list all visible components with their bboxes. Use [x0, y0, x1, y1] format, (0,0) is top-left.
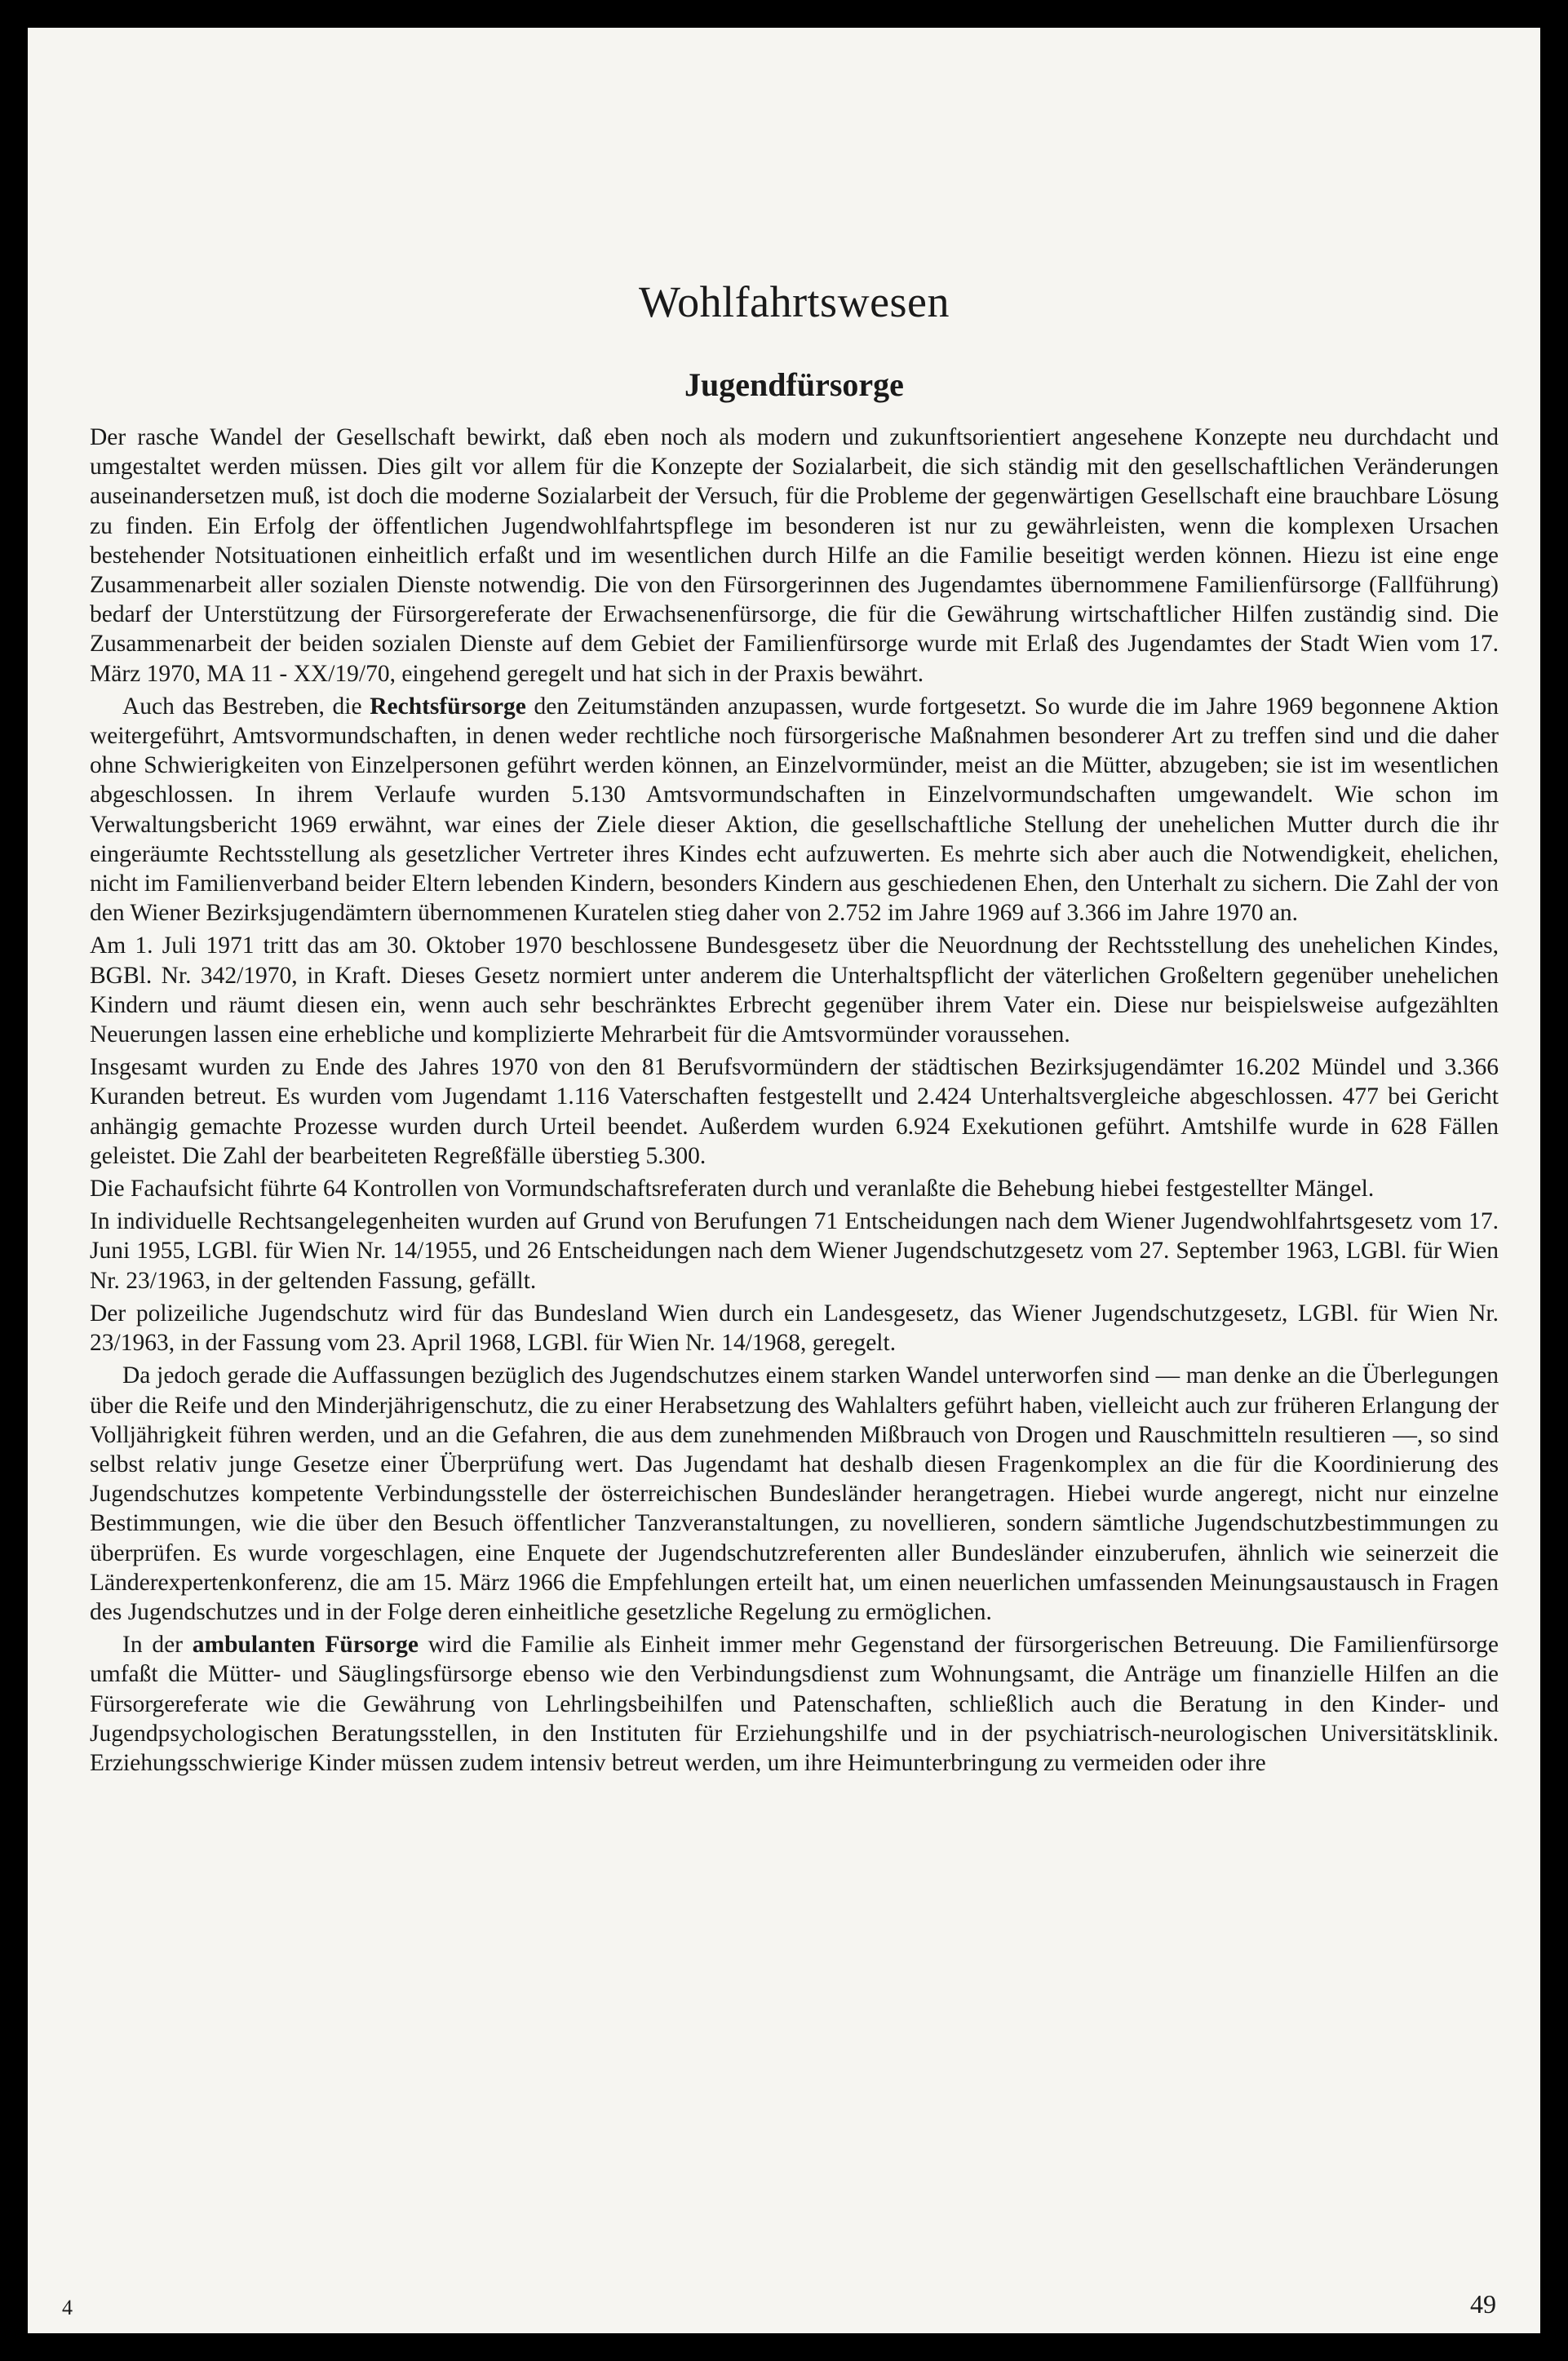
- paragraph: [90, 931, 1499, 1049]
- paragraph-text: In individuelle Rechtsangelegenheiten wurden auf Grund von Berufungen 71 Entscheidungen nach dem Wiener Jugendwohlfahrtsgesetz vom 17. Juni 1955, LGBl. für Wien Nr. 14/1955, und 26 Entscheidungen nach dem Wiener Jugendschutzgesetz vom 27. September 1963, LGBl. für Wien Nr. 23/1963, in der geltenden Fassung, gefällt.: [90, 1208, 1499, 1294]
- paragraph: [90, 1052, 1499, 1171]
- document-page: [28, 28, 1540, 2333]
- paragraph: [90, 1630, 1499, 1778]
- body-text: [90, 423, 1499, 1781]
- paragraph-text: Insgesamt wurden zu Ende des Jahres 1970 von den 81 Berufsvormündern der städtischen Bezirksjugendämter 16.202 Mündel und 3.366 Kuranden betreut. Es wurden vom Jugendamt 1.116 Vaterschaften festgestellt und 2.424 Unterhaltsvergleiche abgeschlossen. 477 bei Gericht anhängig gemachte Prozesse wurden durch Urteil beendet. Außerdem wurden 6.924 Exekutionen geführt. Amtshilfe wurde in 628 Fällen geleistet. Die Zahl der bearbeiteten Regreßfälle überstieg 5.300.: [90, 1054, 1499, 1169]
- page-number: 49: [1470, 2289, 1496, 2319]
- paragraph-text: Auch das Bestreben, die: [122, 693, 370, 720]
- paragraph-text: Die Fachaufsicht führte 64 Kontrollen von Vormundschaftsreferaten durch und veranlaßte die Behebung hiebei festgestellter Mängel.: [90, 1176, 1375, 1203]
- paragraph: [90, 1299, 1499, 1358]
- paragraph: [90, 1361, 1499, 1627]
- section-heading: Jugendfürsorge: [684, 366, 904, 403]
- paragraph-text: Der rasche Wandel der Gesellschaft bewirkt, daß eben noch als modern und zukunftsorientiert angesehene Konzepte neu durchdacht und umgestaltet werden müssen. Dies gilt vor allem für die Konzepte der Sozialarbeit, die sich ständig mit den gesellschaftlichen Veränderungen auseinandersetzen muß, ist doch die moderne Sozialarbeit der Versuch, für die Probleme der gegenwärtigen Gesellschaft eine brauchbare Lösung zu finden. Ein Erfolg der öffentlichen Jugendwohlfahrtspflege im besonderen ist nur zu gewährleisten, wenn die komplexen Ursachen bestehender Notsituationen einheitlich erfaßt und im wesentlichen durch Hilfe an die Familie beseitigt werden können. Hiezu ist eine enge Zusammenarbeit aller sozialen Dienste notwendig. Die von den Fürsorgerinnen des Jugendamtes übernommene Familienfürsorge (Fallführung) bedarf der Unterstützung der Fürsorgereferate der Erwachsenenfürsorge, die für die Gewährung wirtschaftlicher Hilfen zuständig sind. Die Zusammenarbeit der beiden sozialen Dienste auf dem Gebiet der Familienfürsorge wurde mit Erlaß des Jugendamtes der Stadt Wien vom 17. März 1970, MA 11 - XX/19/70, eingehend geregelt und hat sich in der Praxis bewährt.: [90, 424, 1499, 687]
- paragraph: [90, 1174, 1499, 1203]
- bold-term: ambulanten Fürsorge: [192, 1632, 419, 1659]
- bold-term: Rechtsfürsorge: [370, 693, 526, 720]
- page-title: Wohlfahrtswesen: [638, 277, 950, 326]
- paragraph-text: Am 1. Juli 1971 tritt das am 30. Oktober 1970 beschlossene Bundesgesetz über die Neuordnung der Rechtsstellung des unehelichen Kindes, BGBl. Nr. 342/1970, in Kraft. Dieses Gesetz normiert unter anderem die Unterhaltspflicht der väterlichen Großeltern gegenüber unehelichen Kindern und räumt diesen ein, wenn auch sehr beschränktes Erbrecht gegenüber ihrem Vater ein. Diese nur beispielsweise aufgezählten Neuerungen lassen eine erhebliche und komplizierte Mehrarbeit für die Amtsvormünder voraussehen.: [90, 932, 1499, 1048]
- paragraph-text: Der polizeiliche Jugendschutz wird für das Bundesland Wien durch ein Landesgesetz, das Wiener Jugendschutzgesetz, LGBl. für Wien Nr. 23/1963, in der Fassung vom 23. April 1968, LGBl. für Wien Nr. 14/1968, geregelt.: [90, 1300, 1499, 1357]
- signature-mark: 4: [62, 2296, 73, 2319]
- paragraph: [90, 692, 1499, 928]
- paragraph-text: wird die Familie als Einheit immer mehr Gegenstand der fürsorgerischen Betreuung. Die Familienfürsorge umfaßt die Mütter- und Säuglingsfürsorge ebenso wie den Verbindungsdienst zum Wohnungsamt, die Anträge um finanzielle Hilfen an die Fürsorgereferate wie die Gewährung von Lehrlingsbeihilfen und Patenschaften, schließlich auch die Beratung in den Kinder- und Jugendpsychologischen Beratungsstellen, in den Instituten für Erziehungshilfe und in der psychiatrisch-neurologischen Universitätsklinik. Erziehungsschwierige Kinder müssen zudem intensiv betreut werden, um ihre Heimunterbringung zu vermeiden oder ihre: [90, 1632, 1499, 1776]
- paragraph-text: den Zeitumständen anzupassen, wurde fortgesetzt. So wurde die im Jahre 1969 begonnene Aktion weitergeführt, Amtsvormundschaften, in denen weder rechtliche noch fürsorgerische Maßnahmen besonderer Art zu treffen sind und die daher ohne Schwierigkeiten von Einzelpersonen geführt werden können, an Einzelvormünder, meist an die Mütter, abzugeben; sie ist im wesentlichen abgeschlossen. In ihrem Verlaufe wurden 5.130 Amtsvormundschaften in Einzelvormundschaften umgewandelt. Wie schon im Verwaltungsbericht 1969 erwähnt, war eines der Ziele dieser Aktion, die gesellschaftliche Stellung der unehelichen Mutter durch die ihr eingeräumte Rechtsstellung als gesetzlicher Vertreter ihres Kindes echt aufzuwerten. Es mehrte sich aber auch die Notwendigkeit, ehelichen, nicht im Familienverband beider Eltern lebenden Kindern, besonders Kindern aus geschiedenen Ehen, den Unterhalt zu sichern. Die Zahl der von den Wiener Bezirksjugendämtern übernommenen Kuratelen stieg daher von 2.752 im Jahre 1969 auf 3.366 im Jahre 1970 an.: [90, 693, 1499, 927]
- paragraph: [90, 423, 1499, 689]
- paragraph: [90, 1207, 1499, 1296]
- paragraph-text: Da jedoch gerade die Auffassungen bezüglich des Jugendschutzes einem starken Wandel unterworfen sind — man denke an die Überlegungen über die Reife und den Minderjährigenschutz, die zu einer Herabsetzung des Wahlalters geführt haben, vielleicht auch zur früheren Erlangung der Volljährigkeit führen werden, und an die Gefahren, die aus dem zunehmenden Mißbrauch von Drogen und Rauschmitteln resultieren —, so sind selbst relativ junge Gesetze einer Überprüfung wert. Das Jugendamt hat deshalb diesen Fragenkomplex an die für die Koordinierung des Jugendschutzes kompetente Verbindungsstelle der österreichischen Bundesländer herangetragen. Hiebei wurde angeregt, nicht nur einzelne Bestimmungen, wie die über den Besuch öffentlicher Tanzveranstaltungen, zu novellieren, sondern sämtliche Jugendschutzbestimmungen zu überprüfen. Es wurde vorgeschlagen, eine Enquete der Jugendschutzreferenten aller Bundesländer einzuberufen, ähnlich wie seinerzeit die Länderexpertenkonferenz, die am 15. März 1966 die Empfehlungen erteilt hat, um einen neuerlichen umfassenden Meinungsaustausch in Fragen des Jugendschutzes und in der Folge deren einheitliche gesetzliche Regelung zu ermöglichen.: [90, 1362, 1499, 1625]
- paragraph-text: In der: [122, 1632, 193, 1659]
